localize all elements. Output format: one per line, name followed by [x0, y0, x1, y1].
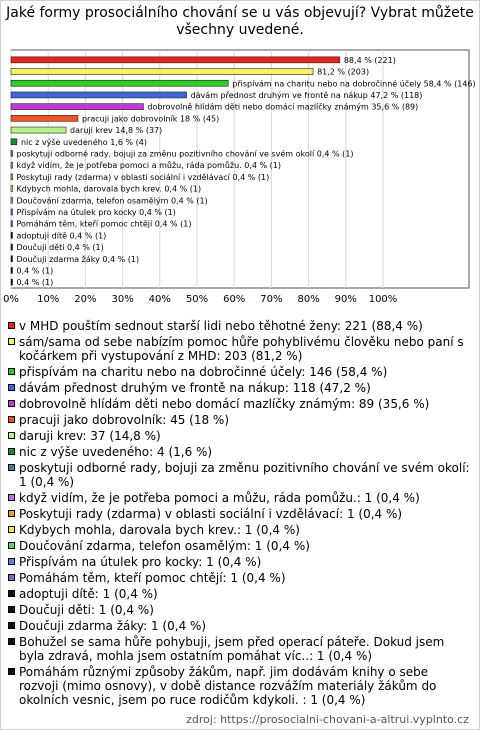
bar-label: Kdybych mohla, darovala bych krev. 0,4 % (1)	[16, 184, 202, 194]
legend-swatch	[8, 494, 15, 501]
legend-label: Bohužel se sama hůře pohybuji, jsem před operací páteře. Dokud jsem byla zdravá, mohla jsem ostatním pomáhat víc..: 1 (0,4 %)	[19, 635, 445, 663]
bar	[11, 115, 78, 121]
x-tick-label: 40%	[148, 294, 171, 305]
legend-label: Přispívám na útulek pro kocky: 1 (0,4 %)	[19, 555, 262, 569]
legend-swatch	[8, 448, 15, 455]
x-tick-label: 20%	[74, 294, 97, 305]
legend-item	[8, 335, 470, 363]
bar	[11, 104, 143, 110]
bar	[11, 150, 13, 156]
legend-label: daruji krev: 37 (14,8 %)	[19, 429, 161, 443]
legend-label: Doučuji děti: 1 (0,4 %)	[19, 603, 154, 617]
legend-label: dobrovolně hlídám děti nebo domácí mazlíčky známým: 89 (35,6 %)	[19, 397, 430, 411]
bar-label: 81,2 % (203)	[317, 67, 370, 77]
legend-swatch	[8, 542, 15, 549]
legend-item	[8, 635, 470, 663]
bar	[11, 256, 13, 262]
bar-label: pracuji jako dobrovolník 18 % (45)	[81, 114, 220, 124]
legend-label: Pomáhám různými způsoby žákům, např. jim dodávám knihy o sebe rozvoji (mimo osnovy), v době distance rozvážím materiály žákům do okolních vesnic, jsem po ruce rodičům kdykoli. : 1 (0,4 %)	[19, 665, 437, 707]
legend-item	[8, 507, 470, 521]
bar	[11, 80, 228, 86]
bar-label: přispívám na charitu nebo na dobročinné účely 58,4 % (146)	[232, 79, 476, 89]
x-tick-label: 30%	[111, 294, 134, 305]
bar-label: dobrovolně hlídám děti nebo domácí mazlíčky známým 35,6 % (89)	[147, 102, 419, 112]
legend-item	[8, 397, 470, 411]
legend-swatch	[8, 384, 15, 391]
legend-label: nic z výše uvedeného: 4 (1,6 %)	[19, 445, 213, 459]
legend-item	[8, 381, 470, 395]
legend-swatch	[8, 574, 15, 581]
bar-label: 0,4 % (1)	[16, 278, 54, 288]
legend-label: Doučuji zdarma žáky: 1 (0,4 %)	[19, 619, 207, 633]
bar-label: dávám přednost druhým ve frontě na nákup 47,2 % (118)	[190, 90, 423, 100]
bar-plot	[3, 48, 476, 313]
x-tick-label: 10%	[37, 294, 60, 305]
bar-label: poskytuji odborné rady, bojuji za změnu pozitivního chování ve svém okolí 0,4 % (1)	[16, 149, 354, 159]
legend-label: sám/sama od sebe nabízím pomoc hůře pohyblivému člověku nebo paní s kočárkem při vystupování z MHD: 203 (81,2 %)	[19, 335, 464, 363]
legend-label: když vidím, že je potřeba pomoci a můžu, ráda pomůžu.: 1 (0,4 %)	[19, 491, 420, 505]
bar-label: Doučuji zdarma žáky 0,4 % (1)	[16, 254, 140, 264]
legend-item	[8, 319, 470, 333]
legend-item	[8, 429, 470, 443]
legend-swatch	[8, 432, 15, 439]
bar	[11, 209, 13, 215]
bar	[11, 221, 13, 227]
bar	[11, 57, 340, 63]
x-tick-label: 90%	[334, 294, 357, 305]
bar-label: Doučuji děti 0,4 % (1)	[16, 243, 104, 253]
legend-swatch	[8, 510, 15, 517]
legend-swatch	[8, 668, 15, 675]
bar	[11, 267, 13, 273]
x-tick-label: 70%	[260, 294, 283, 305]
legend-swatch	[8, 590, 15, 597]
legend-label: poskytuji odborné rady, bojuji za změnu pozitivního chování ve svém okolí: 1 (0,4 %)	[19, 461, 470, 489]
bar	[11, 127, 66, 133]
bar	[11, 174, 13, 180]
bar-label: Doučování zdarma, telefon osamělým 0,4 % (1)	[16, 196, 208, 206]
legend-swatch	[8, 622, 15, 629]
chart-title: Jaké formy prosociálního chování se u vás objevují? Vybrat můžete všechny uvedené.	[6, 5, 474, 38]
bar	[11, 139, 17, 145]
legend-item	[8, 665, 470, 707]
legend-item	[8, 571, 470, 585]
legend-item	[8, 619, 470, 633]
chart-legend	[8, 319, 470, 709]
bar	[11, 69, 313, 75]
legend-swatch	[8, 322, 15, 329]
x-tick-label: 0%	[3, 294, 19, 305]
legend-swatch	[8, 558, 15, 565]
legend-label: Kdybych mohla, darovala bych krev.: 1 (0,4 %)	[19, 523, 300, 537]
bar	[11, 186, 13, 192]
bar-label: když vidím, že je potřeba pomoci a můžu, ráda pomůžu. 0,4 % (1)	[16, 161, 281, 171]
x-tick-label: 50%	[185, 294, 209, 305]
bar-label: Pomáhám těm, kteří pomoc chtějí 0,4 % (1)	[16, 219, 192, 229]
legend-swatch	[8, 338, 15, 345]
bar	[11, 244, 13, 250]
bar	[11, 232, 13, 238]
legend-item	[8, 365, 470, 379]
legend-swatch	[8, 526, 15, 533]
bar	[11, 279, 13, 285]
legend-item	[8, 461, 470, 489]
legend-item	[8, 539, 470, 553]
x-tick-label: 100%	[368, 294, 398, 305]
legend-item	[8, 555, 470, 569]
legend-swatch	[8, 638, 15, 645]
bar	[11, 92, 187, 98]
legend-label: v MHD pouštím sednout starší lidi nebo těhotné ženy: 221 (88,4 %)	[19, 319, 423, 333]
legend-item	[8, 603, 470, 617]
legend-item	[8, 491, 470, 505]
bar-label: 88,4 % (221)	[343, 55, 396, 65]
bar-label: Přispívám na útulek pro kocky 0,4 % (1)	[16, 207, 176, 217]
legend-item	[8, 523, 470, 537]
bar-label: daruji krev 14,8 % (37)	[70, 126, 163, 136]
bar-label: 0,4 % (1)	[16, 266, 54, 276]
legend-label: dávám přednost druhým ve frontě na nákup: 118 (47,2 %)	[19, 381, 371, 395]
legend-label: Pomáhám těm, kteří pomoc chtějí: 1 (0,4 %)	[19, 571, 286, 585]
legend-label: přispívám na charitu nebo na dobročinné účely: 146 (58,4 %)	[19, 365, 388, 379]
legend-swatch	[8, 464, 15, 471]
legend-label: Doučování zdarma, telefon osamělým: 1 (0,4 %)	[19, 539, 310, 553]
legend-swatch	[8, 400, 15, 407]
legend-item	[8, 587, 470, 601]
legend-swatch	[8, 416, 15, 423]
bar	[11, 197, 13, 203]
legend-swatch	[8, 606, 15, 613]
legend-item	[8, 445, 470, 459]
legend-label: Poskytuji rady (zdarma) v oblasti sociální i vzdělávací: 1 (0,4 %)	[19, 507, 403, 521]
bar	[11, 162, 13, 168]
source-link[interactable]: zdroj: https://prosocialni-chovani-a-altrui.vyplnto.cz	[186, 713, 469, 726]
legend-label: pracuji jako dobrovolník: 45 (18 %)	[19, 413, 229, 427]
bar-label: adoptuji dítě 0,4 % (1)	[16, 231, 107, 241]
bar-label: nic z výše uvedeného 1,6 % (4)	[20, 137, 147, 147]
x-tick-label: 60%	[223, 294, 246, 305]
legend-item	[8, 413, 470, 427]
legend-label: adoptuji dítě: 1 (0,4 %)	[19, 587, 158, 601]
x-tick-label: 80%	[297, 294, 320, 305]
bar-label: Poskytuji rady (zdarma) v oblasti sociální i vzdělávací 0,4 % (1)	[16, 172, 270, 182]
legend-swatch	[8, 368, 15, 375]
